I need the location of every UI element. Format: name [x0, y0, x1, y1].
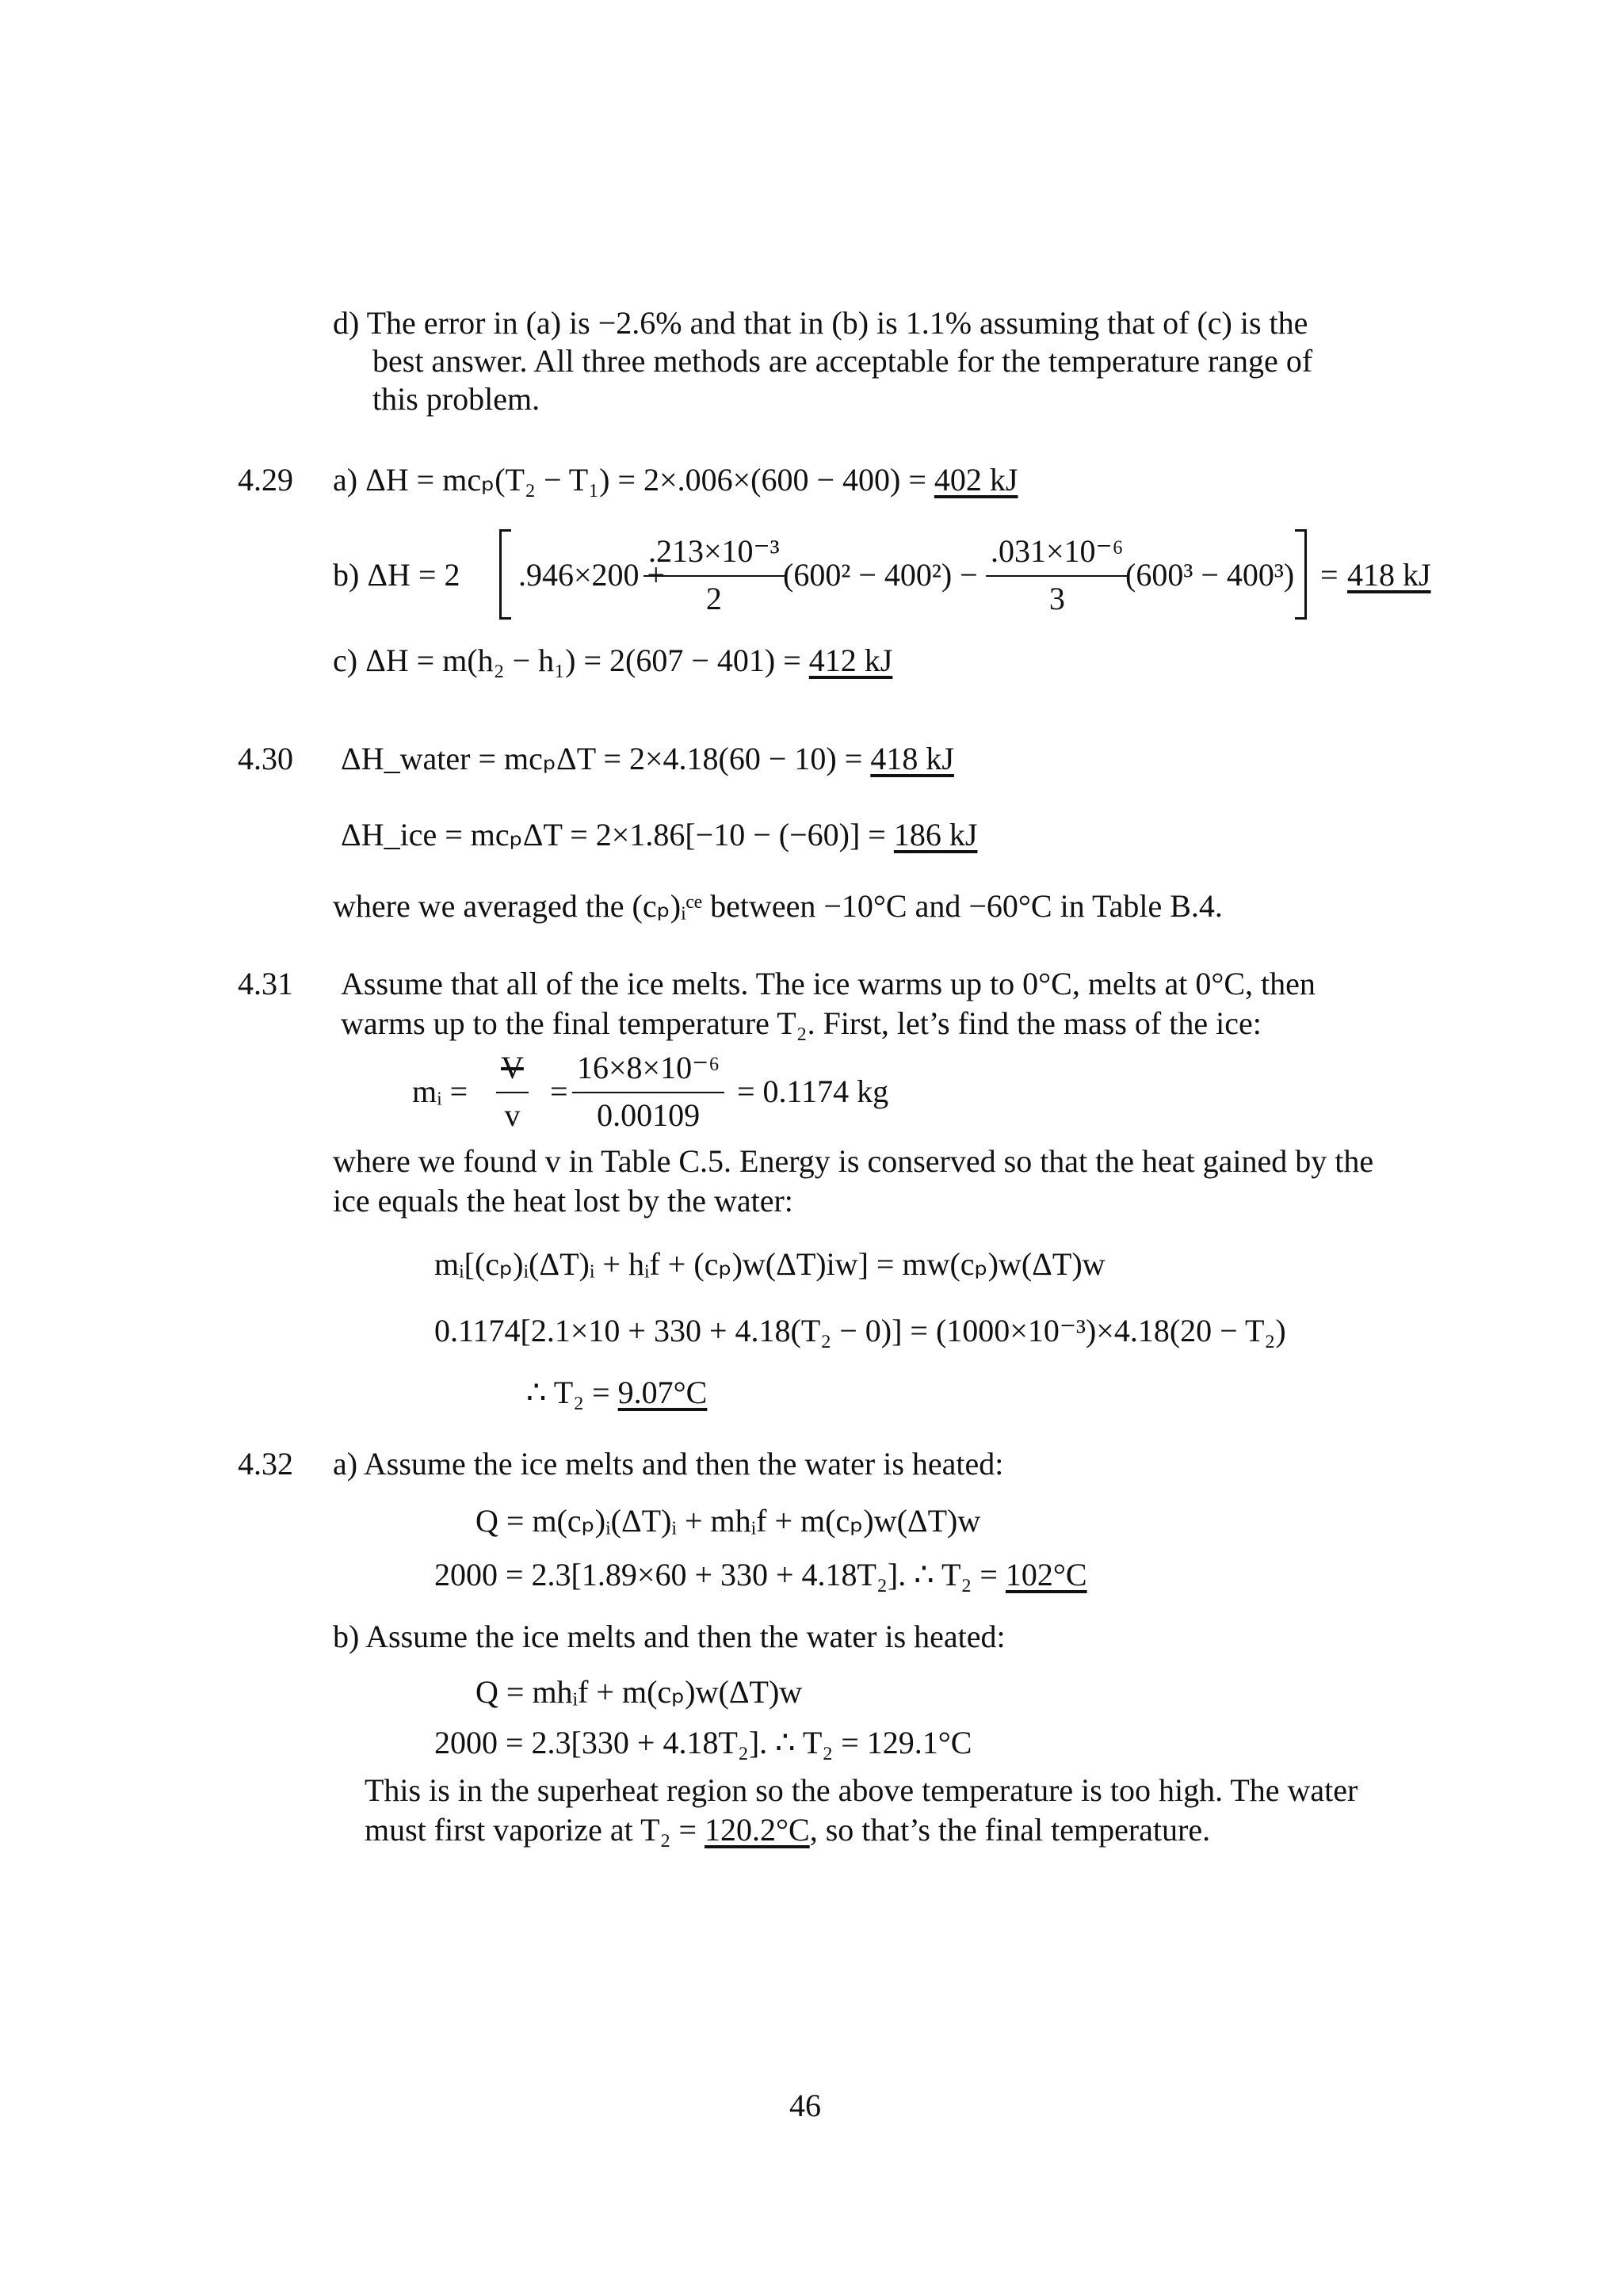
eq-4-29-c: [333, 640, 892, 681]
page-number: 46: [789, 2088, 821, 2123]
eq-4-29-c-result: 412 kJ: [808, 643, 893, 678]
eq-4-32-a-result: 102°C: [1005, 1557, 1087, 1592]
eq-4-29-b-result: 418 kJ: [1347, 557, 1431, 593]
eq-4-31-mass-equals: =: [550, 1074, 568, 1109]
eq-4-29-b-frac2: [986, 531, 1128, 620]
eq-4-30-ice-text: ΔH_ice = mcₚΔT = 2×1.86[−10 − (−60)] =: [341, 817, 886, 852]
eq-4-30-water-text: ΔH_water = mcₚΔT = 2×4.18(60 − 10) =: [341, 741, 863, 776]
eq-4-31-mass-frac1: [496, 1047, 529, 1136]
frac1-denominator: 2: [705, 581, 722, 616]
mass-frac2-denominator: 0.00109: [597, 1097, 701, 1133]
right-bracket: [1295, 529, 1307, 620]
eq-4-32-a-1: Q = m(cₚ)ᵢ(ΔT)ᵢ + mhᵢf + m(cₚ)w(ΔT)w: [475, 1503, 981, 1539]
problem-number-4-30: 4.30: [238, 741, 293, 776]
eq-4-29-b-term3: (600³ − 400³): [1125, 557, 1295, 593]
text-4-32-b-head: b) Assume the ice melts and then the water is heated:: [333, 1619, 1006, 1654]
mass-frac1-numerator: V: [496, 1047, 529, 1093]
eq-4-31-energy2: 0.1174[2.1×10 + 330 + 4.18(T₂ − 0)] = (1000×10⁻³)×4.18(20 − T₂): [434, 1313, 1286, 1348]
eq-4-30-water-result: 418 kJ: [870, 741, 954, 776]
eq-4-29-a: [333, 460, 1018, 501]
text-4-31-line4: ice equals the heat lost by the water:: [333, 1183, 793, 1219]
eq-4-29-b-equals: =: [1320, 557, 1338, 593]
eq-4-30-ice-result: 186 kJ: [893, 817, 978, 852]
eq-4-29-a-text: a) ΔH = mcₚ(T₂ − T₁) = 2×.006×(600 − 400) =: [333, 462, 926, 498]
left-bracket: [499, 529, 511, 620]
problem-number-4-31: 4.31: [238, 966, 293, 1001]
text-4-32-b-line2-post: , so that’s the final temperature.: [809, 1812, 1211, 1848]
eq-4-31-result: [526, 1372, 707, 1413]
eq-4-32-a-2-text: 2000 = 2.3[1.89×60 + 330 + 4.18T₂]. ∴ T₂ =: [434, 1557, 998, 1592]
eq-4-31-mass-lhs: mᵢ =: [412, 1074, 468, 1109]
eq-4-31-energy1: mᵢ[(cₚ)ᵢ(ΔT)ᵢ + hᵢf + (cₚ)w(ΔT)iw] = mw(cₚ)w(ΔT)w: [434, 1246, 1106, 1282]
mass-frac1-denominator: v: [504, 1097, 521, 1133]
problem-number-4-32: 4.32: [238, 1446, 293, 1482]
eq-4-30-water: [341, 738, 954, 780]
problem-number-4-29: 4.29: [238, 462, 293, 498]
text-4-31-line2: warms up to the final temperature T₂. First, let’s find the mass of the ice:: [341, 1005, 1262, 1041]
eq-4-29-b-term2: (600² − 400²) −: [783, 557, 978, 593]
eq-4-29-b-term1: .946×200 +: [518, 557, 666, 593]
eq-4-31-mass-frac2: [572, 1047, 724, 1136]
note-4-30: where we averaged the (cₚ)ᵢᶜᵉ between −10°C and −60°C in Table B.4.: [333, 888, 1223, 924]
text-4-32-a-head: a) Assume the ice melts and then the water is heated:: [333, 1446, 1004, 1482]
text-4-31-line1: Assume that all of the ice melts. The ice warms up to 0°C, melts at 0°C, then: [341, 966, 1316, 1001]
eq-4-31-result-lhs: ∴ T₂ =: [526, 1375, 610, 1410]
frac2-numerator: .031×10⁻⁶: [986, 531, 1128, 577]
eq-4-29-a-result: 402 kJ: [934, 462, 1018, 498]
eq-4-31-mass-result: = 0.1174 kg: [737, 1074, 889, 1109]
frac1-numerator: .213×10⁻³: [643, 531, 785, 577]
continuation-d-line3: this problem.: [372, 381, 540, 417]
eq-4-29-b-lhs: b) ΔH = 2: [333, 557, 460, 593]
eq-4-29-c-text: c) ΔH = m(h₂ − h₁) = 2(607 − 401) =: [333, 643, 801, 678]
continuation-d-line1: d) The error in (a) is −2.6% and that in (b) is 1.1% assuming that of (c) is the: [333, 305, 1308, 341]
text-4-31-line3: where we found v in Table C.5. Energy is conserved so that the heat gained by the: [333, 1143, 1374, 1179]
mass-frac2-numerator: 16×8×10⁻⁶: [572, 1047, 724, 1093]
frac2-denominator: 3: [1048, 581, 1065, 616]
text-4-32-b-line1: This is in the superheat region so the above temperature is too high. The water: [365, 1772, 1358, 1808]
eq-4-29-b-frac1: [643, 531, 785, 620]
text-4-32-b-line2: [365, 1810, 1210, 1851]
text-4-32-b-line2-pre: must first vaporize at T₂ =: [365, 1812, 697, 1848]
eq-4-30-ice: [341, 814, 977, 856]
eq-4-32-b-1: Q = mhᵢf + m(cₚ)w(ΔT)w: [475, 1674, 803, 1710]
eq-4-32-b-2: 2000 = 2.3[330 + 4.18T₂]. ∴ T₂ = 129.1°C: [434, 1725, 972, 1760]
continuation-d-line2: best answer. All three methods are acceptable for the temperature range of: [372, 343, 1313, 379]
eq-4-31-result-value: 9.07°C: [617, 1375, 708, 1410]
eq-4-32-a-2: [434, 1554, 1087, 1596]
text-4-32-b-line2-value: 120.2°C: [705, 1812, 810, 1848]
